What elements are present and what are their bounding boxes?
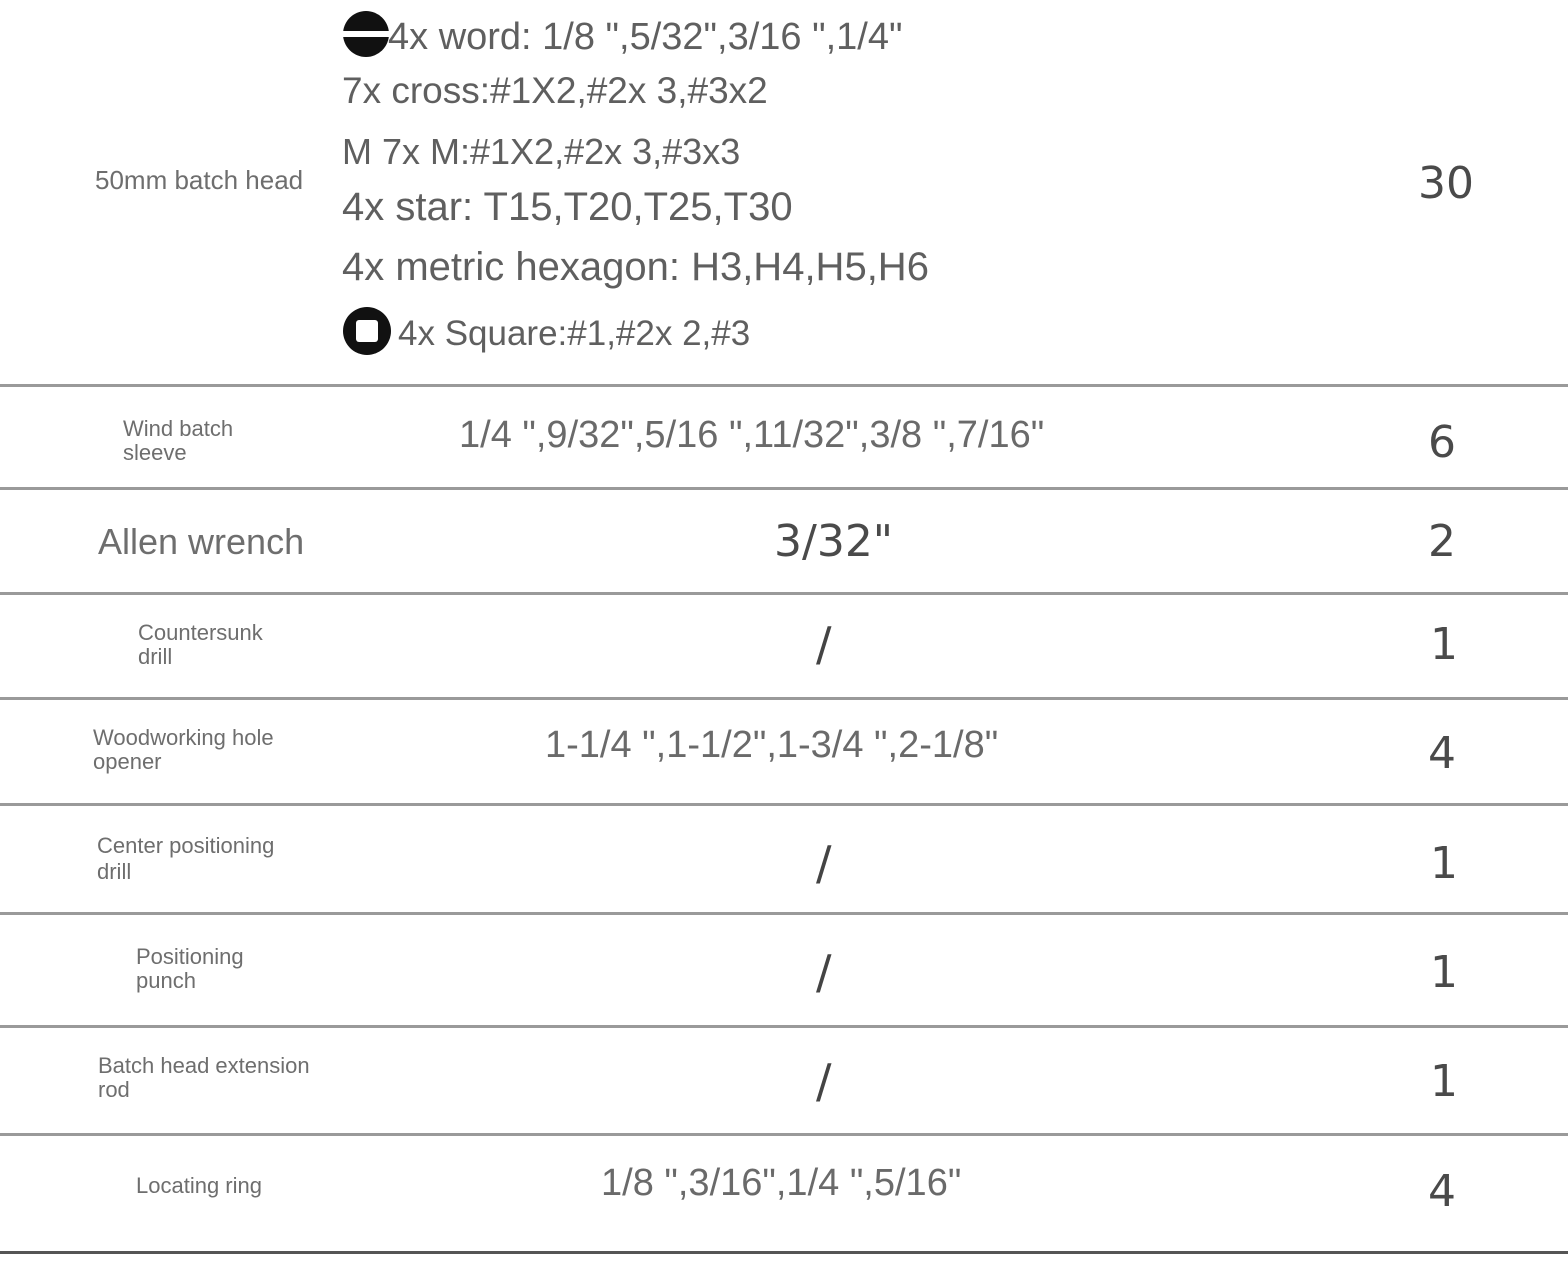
table-row [0, 915, 1568, 1025]
item-spec: 1-1/4 ",1-1/2",1-3/4 ",2-1/8" [545, 724, 999, 766]
table-row [0, 490, 1568, 592]
item-name-line: opener [93, 749, 162, 774]
item-name: Allen wrench [98, 521, 305, 562]
item-name-line: Wind batch [123, 416, 234, 441]
table-row [0, 700, 1568, 803]
item-name: Locating ring [136, 1173, 262, 1198]
table-row [0, 1028, 1568, 1134]
item-name [123, 417, 233, 465]
square-drive-icon [342, 306, 392, 365]
item-name-line: sleeve [123, 440, 187, 465]
table-row [0, 387, 1568, 487]
item-name-line: Positioning [136, 944, 244, 969]
bit-line-square [342, 306, 750, 365]
item-spec: / [816, 617, 832, 671]
item-name-line: rod [98, 1077, 130, 1102]
item-quantity: 1 [1430, 619, 1458, 670]
bit-line-text: 4x word: 1/8 ",5/32",3/16 ",1/4" [388, 16, 903, 59]
item-name-line: drill [97, 859, 132, 884]
item-quantity: 4 [1428, 728, 1456, 779]
item-spec: / [816, 945, 832, 999]
item-name-line: punch [136, 968, 196, 993]
item-spec: 3/32" [774, 516, 894, 567]
item-name: 50mm batch head [95, 165, 304, 195]
item-name-line: Woodworking hole [93, 725, 274, 750]
item-name [97, 834, 274, 884]
table-row [0, 595, 1568, 697]
item-spec: / [816, 1054, 832, 1108]
table-row [0, 0, 1568, 385]
bit-line-text: 4x metric hexagon: H3,H4,H5,H6 [342, 245, 929, 289]
bit-list [342, 0, 1042, 380]
item-name [98, 1054, 310, 1102]
item-spec: 1/8 ",3/16",1/4 ",5/16" [601, 1162, 962, 1204]
item-spec: / [816, 836, 832, 890]
item-quantity: 4 [1428, 1166, 1456, 1217]
item-quantity: 1 [1430, 947, 1458, 998]
item-name [138, 621, 263, 669]
item-quantity: 6 [1428, 417, 1456, 468]
item-name [136, 945, 244, 993]
bit-line-slotted [342, 10, 902, 68]
bit-line-star [342, 185, 793, 230]
bit-line-hex [342, 245, 929, 290]
item-quantity: 30 [1418, 158, 1474, 209]
table-row [0, 1136, 1568, 1252]
item-name-line: drill [138, 644, 173, 669]
item-name-line: Center positioning [97, 833, 275, 858]
item-spec: 1/4 ",9/32",5/16 ",11/32",3/8 ",7/16" [459, 414, 1045, 456]
item-quantity: 1 [1430, 1056, 1458, 1107]
bit-line-phillips [342, 70, 768, 112]
item-quantity: 2 [1428, 516, 1456, 567]
item-quantity: 1 [1430, 838, 1458, 889]
table-bottom-border [0, 1251, 1568, 1254]
bit-line-text: 7x cross:#1X2,#2x 3,#3x2 [342, 70, 768, 111]
item-name [93, 726, 274, 774]
item-name-line: Batch head extension [98, 1053, 310, 1078]
slotted-icon [342, 10, 390, 68]
table-row [0, 806, 1568, 912]
item-name-line: Countersunk [138, 620, 263, 645]
bit-line-m [342, 131, 740, 173]
bit-line-text: 4x star: T15,T20,T25,T30 [342, 185, 793, 229]
bit-line-text: 4x Square:#1,#2x 2,#3 [398, 313, 751, 353]
bit-line-text: M 7x M:#1X2,#2x 3,#3x3 [342, 131, 741, 172]
